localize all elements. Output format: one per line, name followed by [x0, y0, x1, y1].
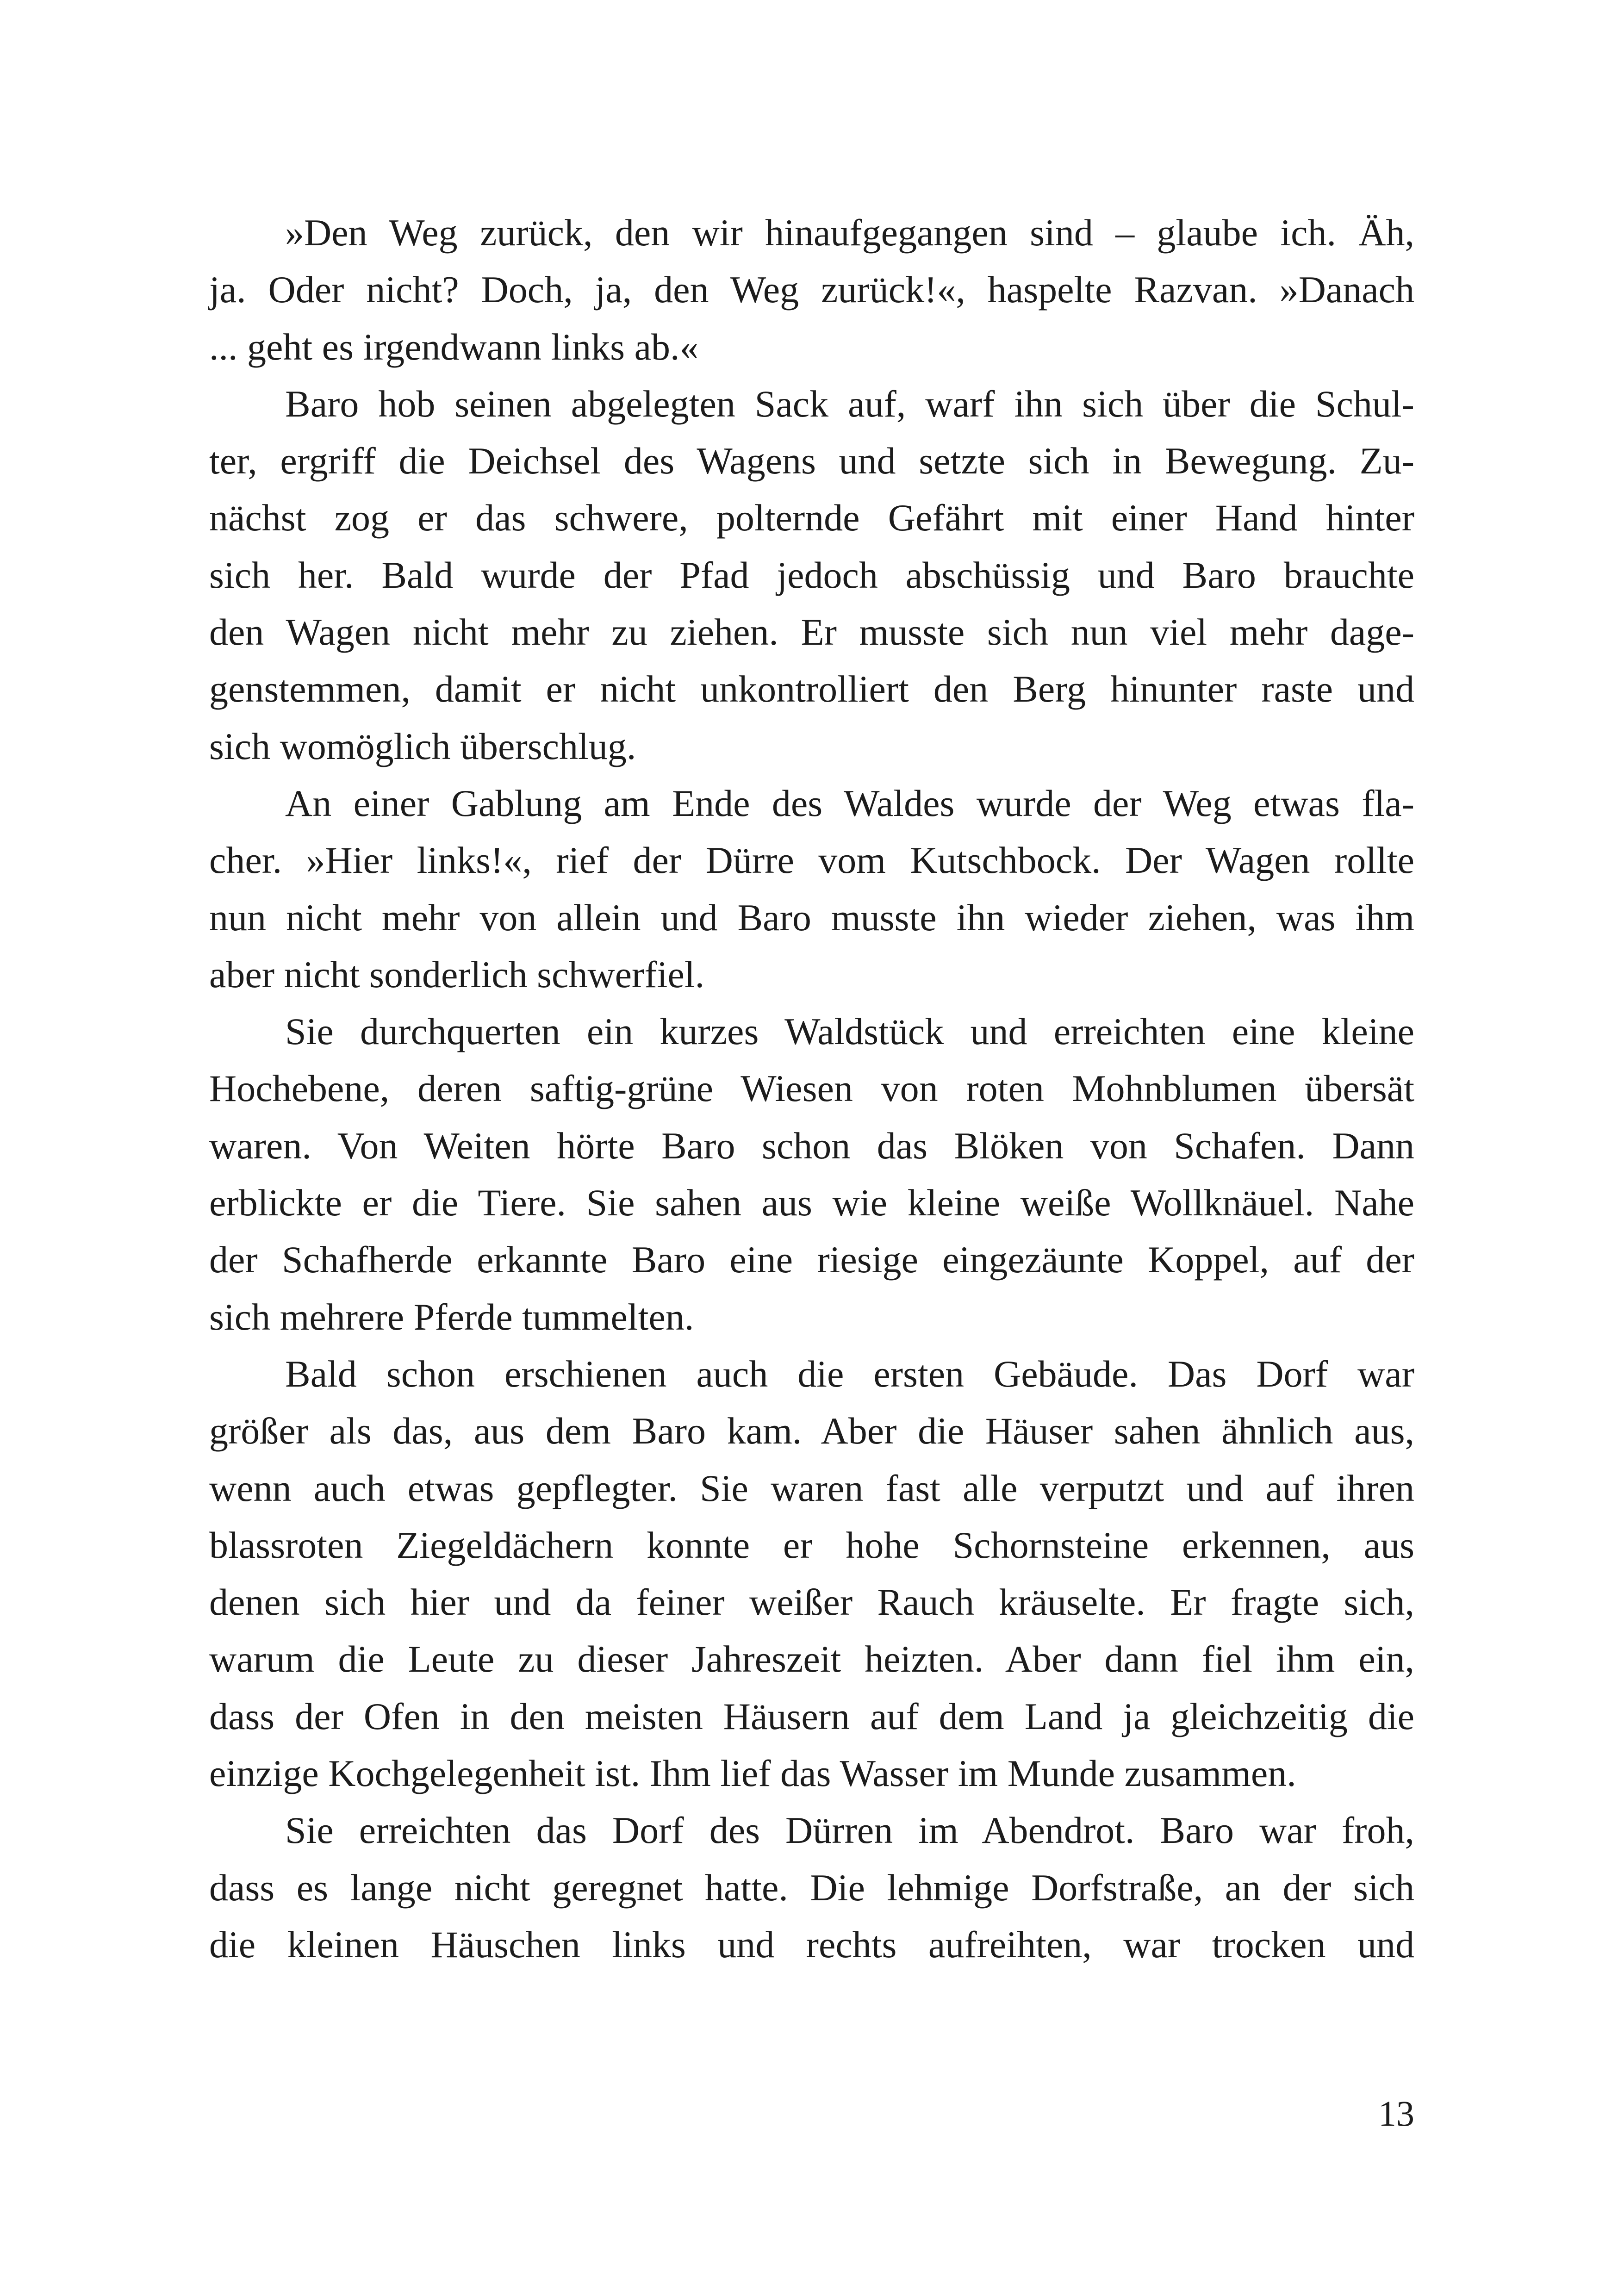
text-line: die kleinen Häuschen links und rechts aufreihten, war trocken und	[209, 1923, 1414, 1966]
text-line: einzige Kochgelegenheit ist. Ihm lief das Wasser im Munde zusammen.	[209, 1752, 1296, 1795]
paragraph	[209, 375, 1414, 775]
text-line: Bald schon erschienen auch die ersten Gebäude. Das Dorf war	[285, 1352, 1414, 1395]
text-line: Hochebene, deren saftig-grüne Wiesen von roten Mohnblumen übersät	[209, 1067, 1414, 1110]
text-line: An einer Gablung am Ende des Waldes wurde der Weg etwas fla-	[285, 782, 1414, 824]
paragraph	[209, 204, 1414, 375]
text-line: aber nicht sonderlich schwerfiel.	[209, 953, 705, 996]
text-line: dass es lange nicht geregnet hatte. Die lehmige Dorfstraße, an der sich	[209, 1866, 1414, 1909]
text-line: »Den Weg zurück, den wir hinaufgegangen sind – glaube ich. Äh,	[285, 212, 1414, 254]
text-line: Sie erreichten das Dorf des Dürren im Abendrot. Baro war froh,	[285, 1809, 1414, 1852]
text-line: sich her. Bald wurde der Pfad jedoch abschüssig und Baro brauchte	[209, 554, 1414, 596]
text-line: wenn auch etwas gepflegter. Sie waren fast alle verputzt und auf ihren	[209, 1467, 1414, 1509]
text-line: warum die Leute zu dieser Jahreszeit heizten. Aber dann fiel ihm ein,	[209, 1638, 1414, 1680]
page-number: 13	[1378, 2093, 1414, 2134]
text-line: sich womöglich überschlug.	[209, 725, 636, 767]
text-line: ... geht es irgendwann links ab.«	[209, 325, 699, 368]
text-line: der Schafherde erkannte Baro eine riesige eingezäunte Koppel, auf der	[209, 1238, 1414, 1281]
text-line: Baro hob seinen abgelegten Sack auf, warf ihn sich über die Schul-	[285, 382, 1414, 425]
paragraph	[209, 1003, 1414, 1345]
text-line: waren. Von Weiten hörte Baro schon das Blöken von Schafen. Dann	[209, 1124, 1414, 1167]
text-line: nun nicht mehr von allein und Baro musste ihn wieder ziehen, was ihm	[209, 896, 1414, 939]
text-line: Sie durchquerten ein kurzes Waldstück und erreichten eine kleine	[285, 1010, 1414, 1053]
text-line: ter, ergriff die Deichsel des Wagens und setzte sich in Bewegung. Zu-	[209, 440, 1414, 482]
text-line: nächst zog er das schwere, polternde Gefährt mit einer Hand hinter	[209, 497, 1414, 539]
paragraph	[209, 775, 1414, 1003]
text-line: erblickte er die Tiere. Sie sahen aus wie kleine weiße Wollknäuel. Nahe	[209, 1182, 1414, 1224]
text-line: blassroten Ziegeldächern konnte er hohe Schornsteine erkennen, aus	[209, 1524, 1414, 1566]
text-line: cher. »Hier links!«, rief der Dürre vom Kutschbock. Der Wagen rollte	[209, 839, 1414, 882]
text-line: denen sich hier und da feiner weißer Rauch kräuselte. Er fragte sich,	[209, 1581, 1414, 1624]
paragraph	[209, 1802, 1414, 1973]
text-line: sich mehrere Pferde tummelten.	[209, 1295, 694, 1338]
text-line: den Wagen nicht mehr zu ziehen. Er musste sich nun viel mehr dage-	[209, 611, 1414, 653]
text-line: größer als das, aus dem Baro kam. Aber die Häuser sahen ähnlich aus,	[209, 1410, 1414, 1452]
text-line: genstemmen, damit er nicht unkontrolliert den Berg hinunter raste und	[209, 668, 1414, 710]
body-text	[209, 204, 1414, 1973]
paragraph	[209, 1345, 1414, 1802]
text-line: ja. Oder nicht? Doch, ja, den Weg zurück!«, haspelte Razvan. »Danach	[209, 268, 1414, 311]
text-line: dass der Ofen in den meisten Häusern auf dem Land ja gleichzeitig die	[209, 1695, 1414, 1737]
